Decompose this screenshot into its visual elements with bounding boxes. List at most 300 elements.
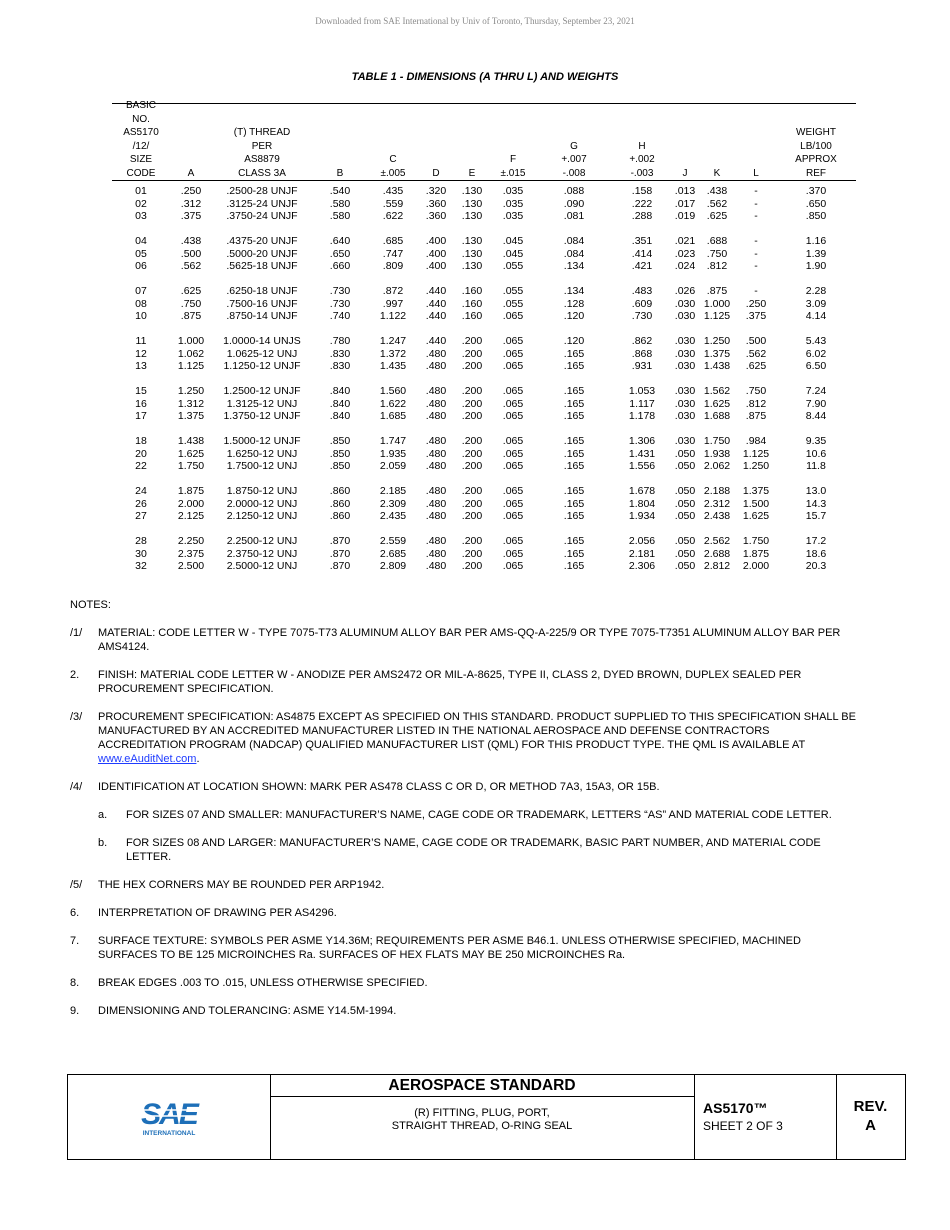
cell-b: .640: [329, 235, 351, 247]
cell-g: .165: [563, 397, 585, 410]
cell-h: 1.934: [628, 510, 656, 522]
cell-l: .250: [745, 297, 767, 310]
notes-section: [70, 598, 860, 1032]
cell-size-code: 15: [135, 385, 147, 397]
cell-e: .200: [461, 535, 483, 547]
cell-j: .050: [674, 510, 696, 522]
note-number: 7.: [70, 935, 80, 947]
cell-e: .200: [461, 460, 483, 472]
cell-j: .030: [674, 347, 696, 360]
table-row: [112, 335, 856, 348]
cell-weight: 6.02: [805, 347, 827, 360]
header-f: F ±.015: [500, 154, 526, 179]
cell-c: 1.560: [379, 385, 407, 397]
table-row: [112, 235, 856, 248]
table-row: [112, 185, 856, 198]
cell-j: .050: [674, 460, 696, 472]
cell-h: 2.181: [628, 547, 656, 560]
note-item: [70, 976, 860, 990]
cell-d: .480: [425, 485, 447, 497]
cell-weight: 6.50: [805, 360, 827, 372]
cell-g: .084: [563, 235, 585, 247]
cell-thread: 1.1250-12 UNJF: [223, 360, 301, 372]
cell-k: 2.312: [703, 497, 731, 510]
row-group: [112, 435, 856, 473]
table-row: [112, 398, 856, 411]
cell-h: .862: [631, 335, 653, 347]
logo-cell: [68, 1075, 271, 1159]
cell-b: .860: [329, 497, 351, 510]
cell-a: .375: [180, 210, 202, 222]
cell-c: .559: [382, 197, 404, 210]
cell-d: .480: [425, 347, 447, 360]
cell-thread: .2500-28 UNJF: [226, 185, 298, 197]
note-item: [70, 668, 860, 696]
cell-b: .660: [329, 260, 351, 272]
cell-b: .840: [329, 397, 351, 410]
cell-b: .850: [329, 435, 351, 447]
header-h: H +.002 -.003: [629, 140, 655, 179]
note-item: [70, 836, 860, 864]
cell-size-code: 08: [135, 297, 147, 310]
description-line-2: STRAIGHT THREAD, O-RING SEAL: [391, 1120, 573, 1132]
cell-j: .013: [674, 185, 696, 197]
note-number: 6.: [70, 907, 80, 919]
cell-d: .360: [425, 197, 447, 210]
cell-thread: .3125-24 UNJF: [226, 197, 298, 210]
cell-thread: 1.6250-12 UNJ: [226, 447, 298, 460]
cell-k: 1.750: [703, 435, 731, 447]
cell-weight: 2.28: [805, 285, 827, 297]
cell-f: .065: [502, 310, 524, 322]
cell-h: .931: [631, 360, 653, 372]
cell-k: .812: [706, 260, 728, 272]
cell-e: .200: [461, 510, 483, 522]
cell-e: .200: [461, 497, 483, 510]
table-row: [112, 560, 856, 573]
cell-k: .625: [706, 210, 728, 222]
cell-d: .400: [425, 247, 447, 260]
cell-g: .084: [563, 247, 585, 260]
cell-g: .134: [563, 260, 585, 272]
table-row: [112, 410, 856, 423]
header-g: G +.007 -.008: [561, 140, 587, 179]
cell-l: .625: [745, 360, 767, 372]
cell-size-code: 32: [135, 560, 147, 572]
cell-e: .200: [461, 397, 483, 410]
note-item: [70, 878, 860, 892]
cell-k: 2.562: [703, 535, 731, 547]
table-row: [112, 198, 856, 211]
cell-weight: .850: [805, 210, 827, 222]
cell-f: .065: [502, 535, 524, 547]
cell-d: .480: [425, 360, 447, 372]
cell-size-code: 04: [135, 235, 147, 247]
cell-h: .609: [631, 297, 653, 310]
cell-c: 2.309: [379, 497, 407, 510]
cell-l: .750: [745, 385, 767, 397]
table-row: [112, 448, 856, 461]
header-j: J: [682, 167, 688, 179]
table-row: [112, 298, 856, 311]
cell-f: .065: [502, 485, 524, 497]
table-row: [112, 535, 856, 548]
note-item: [70, 626, 860, 654]
cell-e: .200: [461, 560, 483, 572]
cell-a: 1.625: [177, 447, 205, 460]
cell-d: .480: [425, 535, 447, 547]
cell-l: -: [754, 247, 758, 260]
cell-a: 1.438: [177, 435, 205, 447]
cell-d: .440: [425, 335, 447, 347]
notes-title: NOTES:: [70, 599, 111, 611]
cell-g: .165: [563, 460, 585, 472]
cell-g: .165: [563, 485, 585, 497]
cell-a: 2.250: [177, 535, 205, 547]
cell-j: .021: [674, 235, 696, 247]
row-group: [112, 185, 856, 223]
cell-c: 1.747: [379, 435, 407, 447]
cell-j: .030: [674, 360, 696, 372]
cell-weight: 14.3: [805, 497, 827, 510]
cell-d: .480: [425, 397, 447, 410]
note-number: /4/: [70, 781, 83, 793]
cell-j: .050: [674, 535, 696, 547]
cell-weight: 1.90: [805, 260, 827, 272]
table-header: [112, 100, 856, 181]
cell-l: -: [754, 285, 758, 297]
table-row: [112, 485, 856, 498]
standard-heading: AEROSPACE STANDARD: [270, 1075, 694, 1097]
cell-b: .580: [329, 210, 351, 222]
cell-thread: 1.7500-12 UNJ: [226, 460, 298, 472]
cell-a: 1.000: [177, 335, 205, 347]
cell-thread: 1.8750-12 UNJ: [226, 485, 298, 497]
cell-b: .870: [329, 560, 351, 572]
table-row: [112, 548, 856, 561]
cell-thread: .5000-20 UNJF: [226, 247, 298, 260]
cell-h: .222: [631, 197, 653, 210]
cell-j: .017: [674, 197, 696, 210]
cell-thread: 1.3750-12 UNJF: [223, 410, 301, 422]
cell-c: 2.185: [379, 485, 407, 497]
part-description: [270, 1097, 694, 1133]
cell-k: .750: [706, 247, 728, 260]
cell-a: 2.500: [177, 560, 205, 572]
title-block: [67, 1074, 906, 1160]
cell-weight: 7.90: [805, 397, 827, 410]
cell-l: -: [754, 260, 758, 272]
cell-g: .081: [563, 210, 585, 222]
cell-k: 1.375: [703, 347, 731, 360]
cell-j: .030: [674, 335, 696, 347]
row-group: [112, 335, 856, 373]
cell-k: .438: [706, 185, 728, 197]
cell-h: 1.678: [628, 485, 656, 497]
cell-d: .480: [425, 460, 447, 472]
cell-weight: 9.35: [805, 435, 827, 447]
cell-k: 1.938: [703, 447, 731, 460]
cell-k: 1.562: [703, 385, 731, 397]
description-line-1: (R) FITTING, PLUG, PORT,: [414, 1107, 550, 1119]
cell-thread: 1.3125-12 UNJ: [226, 397, 298, 410]
cell-h: 1.556: [628, 460, 656, 472]
row-group: [112, 385, 856, 423]
cell-a: 2.125: [177, 510, 205, 522]
cell-d: .480: [425, 435, 447, 447]
cell-f: .065: [502, 347, 524, 360]
cell-weight: 3.09: [805, 297, 827, 310]
cell-weight: 15.7: [805, 510, 827, 522]
cell-g: .165: [563, 560, 585, 572]
cell-d: .480: [425, 560, 447, 572]
cell-e: .130: [461, 185, 483, 197]
table-row: [112, 498, 856, 511]
cell-f: .065: [502, 335, 524, 347]
cell-h: 1.117: [629, 397, 655, 410]
cell-b: .540: [329, 185, 351, 197]
cell-c: .872: [382, 285, 404, 297]
cell-l: 1.500: [742, 497, 770, 510]
cell-e: .130: [461, 235, 483, 247]
cell-l: 1.250: [742, 460, 770, 472]
note-text-end: .: [196, 753, 200, 765]
cell-h: .421: [631, 260, 653, 272]
note-number: 2.: [70, 669, 80, 681]
cell-f: .065: [502, 560, 524, 572]
cell-f: .065: [502, 410, 524, 422]
cell-j: .023: [674, 247, 696, 260]
table-body: [112, 185, 856, 573]
cell-size-code: 24: [135, 485, 147, 497]
cell-size-code: 28: [135, 535, 147, 547]
cell-size-code: 10: [135, 310, 147, 322]
cell-l: -: [754, 210, 758, 222]
cell-g: .165: [563, 435, 585, 447]
cell-j: .026: [674, 285, 696, 297]
cell-size-code: 18: [135, 435, 147, 447]
cell-c: 1.122: [379, 310, 407, 322]
cell-weight: .370: [805, 185, 827, 197]
cell-j: .024: [674, 260, 696, 272]
cell-c: 1.622: [379, 397, 407, 410]
cell-size-code: 13: [135, 360, 147, 372]
cell-thread: 1.5000-12 UNJF: [223, 435, 301, 447]
cell-k: 1.625: [703, 397, 731, 410]
cell-k: 2.062: [703, 460, 731, 472]
cell-weight: 10.6: [805, 447, 827, 460]
cell-a: .438: [180, 235, 202, 247]
cell-g: .165: [563, 360, 585, 372]
note-number: a.: [98, 809, 108, 821]
cell-f: .065: [502, 510, 524, 522]
note-text: INTERPRETATION OF DRAWING PER AS4296.: [98, 907, 337, 919]
cell-g: .165: [563, 410, 585, 422]
cell-j: .030: [674, 410, 696, 422]
cell-c: .997: [382, 297, 404, 310]
cell-a: 1.375: [177, 410, 205, 422]
cell-f: .065: [502, 385, 524, 397]
cell-thread: .7500-16 UNJF: [226, 297, 298, 310]
cell-l: .984: [745, 435, 767, 447]
note-text: FOR SIZES 07 AND SMALLER: MANUFACTURER’S NAME, CAGE CODE OR TRADEMARK, LETTERS “AS” AND MATERIAL CODE LETTER.: [126, 809, 832, 821]
cell-thread: 2.1250-12 UNJ: [226, 510, 298, 522]
cell-j: .050: [674, 547, 696, 560]
cell-k: 1.250: [703, 335, 731, 347]
note-text: FOR SIZES 08 AND LARGER: MANUFACTURER’S NAME, CAGE CODE OR TRADEMARK, BASIC PART NUMBER, AND MATERIAL CODE LETTER.: [126, 837, 821, 863]
cell-h: .414: [631, 247, 653, 260]
cell-c: 1.935: [379, 447, 407, 460]
cell-g: .165: [563, 497, 585, 510]
table-title: TABLE 1 - DIMENSIONS (A THRU L) AND WEIGHTS: [351, 71, 619, 83]
note-item: [70, 710, 860, 766]
cell-j: .030: [674, 385, 696, 397]
table-row: [112, 460, 856, 473]
download-watermark: Downloaded from SAE International by Univ of Toronto, Thursday, September 23, 2021: [315, 16, 635, 26]
cell-h: 1.306: [628, 435, 656, 447]
cell-l: .500: [745, 335, 767, 347]
revision-label: REV.: [853, 1098, 888, 1115]
cell-l: 2.000: [742, 560, 770, 572]
cell-l: 1.625: [742, 510, 770, 522]
cell-f: .065: [502, 447, 524, 460]
cell-e: .130: [461, 247, 483, 260]
cell-b: .860: [329, 485, 351, 497]
cell-e: .200: [461, 447, 483, 460]
note-item: [70, 780, 860, 794]
cell-l: -: [754, 185, 758, 197]
cell-j: .030: [674, 435, 696, 447]
note-number: 9.: [70, 1005, 80, 1017]
cell-l: -: [754, 235, 758, 247]
cell-h: 1.178: [628, 410, 656, 422]
cell-h: .868: [631, 347, 653, 360]
cell-k: 1.438: [703, 360, 731, 372]
cell-a: 1.312: [177, 397, 205, 410]
cell-h: 2.306: [628, 560, 656, 572]
note-item: [70, 906, 860, 920]
cell-b: .840: [329, 385, 351, 397]
cell-d: .480: [425, 510, 447, 522]
cell-f: .065: [502, 360, 524, 372]
cell-k: 2.812: [703, 560, 731, 572]
cell-size-code: 11: [135, 335, 147, 347]
cell-e: .200: [461, 385, 483, 397]
cell-e: .130: [461, 260, 483, 272]
cell-l: .812: [745, 397, 767, 410]
cell-j: .019: [674, 210, 696, 222]
cell-k: 1.125: [703, 310, 731, 322]
cell-g: .120: [563, 310, 585, 322]
cell-e: .160: [461, 297, 483, 310]
cell-h: 1.431: [628, 447, 656, 460]
cell-size-code: 17: [135, 410, 147, 422]
note-number: /5/: [70, 879, 83, 891]
cell-f: .045: [502, 235, 524, 247]
cell-weight: 5.43: [805, 335, 827, 347]
note-number: b.: [98, 837, 108, 849]
cell-thread: .8750-14 UNJF: [226, 310, 298, 322]
cell-e: .200: [461, 547, 483, 560]
cell-j: .050: [674, 497, 696, 510]
cell-size-code: 03: [135, 210, 147, 222]
cell-thread: .6250-18 UNJF: [226, 285, 298, 297]
header-a: A: [187, 167, 195, 179]
cell-j: .030: [674, 397, 696, 410]
table-row: [112, 285, 856, 298]
cell-d: .360: [425, 210, 447, 222]
header-weight: WEIGHT LB/100 APPROX REF: [795, 127, 837, 179]
cell-a: .625: [180, 285, 202, 297]
cell-size-code: 01: [135, 185, 147, 197]
cell-k: 2.688: [703, 547, 731, 560]
cell-a: 1.062: [177, 347, 205, 360]
cell-c: .685: [382, 235, 404, 247]
cell-a: 1.875: [177, 485, 205, 497]
cell-k: 2.188: [703, 485, 731, 497]
cell-b: .780: [329, 335, 351, 347]
cell-size-code: 16: [135, 397, 147, 410]
cell-f: .035: [502, 185, 524, 197]
notes-list: [70, 626, 860, 1018]
cell-b: .870: [329, 547, 351, 560]
cell-e: .130: [461, 197, 483, 210]
cell-k: 1.688: [703, 410, 731, 422]
cell-weight: 1.16: [805, 235, 827, 247]
cell-weight: 11.8: [806, 460, 826, 472]
cell-c: 2.809: [379, 560, 407, 572]
cell-weight: 8.44: [805, 410, 827, 422]
cell-weight: 1.39: [805, 247, 827, 260]
table-row: [112, 510, 856, 523]
table-row: [112, 348, 856, 361]
cell-h: .483: [631, 285, 653, 297]
cell-thread: .5625-18 UNJF: [226, 260, 298, 272]
qml-link[interactable]: www.eAuditNet.com: [98, 753, 197, 765]
header-d: D: [432, 167, 440, 179]
cell-f: .035: [502, 210, 524, 222]
cell-f: .065: [502, 497, 524, 510]
cell-weight: 20.3: [805, 560, 827, 572]
cell-size-code: 30: [135, 547, 147, 560]
cell-c: 1.435: [379, 360, 407, 372]
cell-f: .035: [502, 197, 524, 210]
revision-cell: [836, 1075, 905, 1159]
note-text: THE HEX CORNERS MAY BE ROUNDED PER ARP1942.: [98, 879, 385, 891]
cell-e: .160: [461, 285, 483, 297]
cell-a: 2.000: [177, 497, 205, 510]
cell-a: .500: [180, 247, 202, 260]
cell-thread: .3750-24 UNJF: [226, 210, 298, 222]
note-text: DIMENSIONING AND TOLERANCING: ASME Y14.5M-1994.: [98, 1005, 397, 1017]
cell-d: .320: [425, 185, 447, 197]
cell-l: 1.875: [742, 547, 770, 560]
cell-f: .055: [502, 297, 524, 310]
table-row: [112, 260, 856, 273]
cell-weight: 7.24: [805, 385, 827, 397]
cell-k: 1.000: [703, 297, 731, 310]
cell-l: 1.375: [742, 485, 770, 497]
cell-size-code: 26: [135, 497, 147, 510]
cell-thread: 2.5000-12 UNJ: [226, 560, 298, 572]
cell-j: .030: [674, 297, 696, 310]
table-row: [112, 435, 856, 448]
sheet-number: SHEET 2 OF 3: [703, 1119, 783, 1133]
cell-k: 2.438: [703, 510, 731, 522]
cell-d: .480: [425, 547, 447, 560]
cell-g: .165: [563, 385, 585, 397]
cell-c: 1.372: [379, 347, 407, 360]
